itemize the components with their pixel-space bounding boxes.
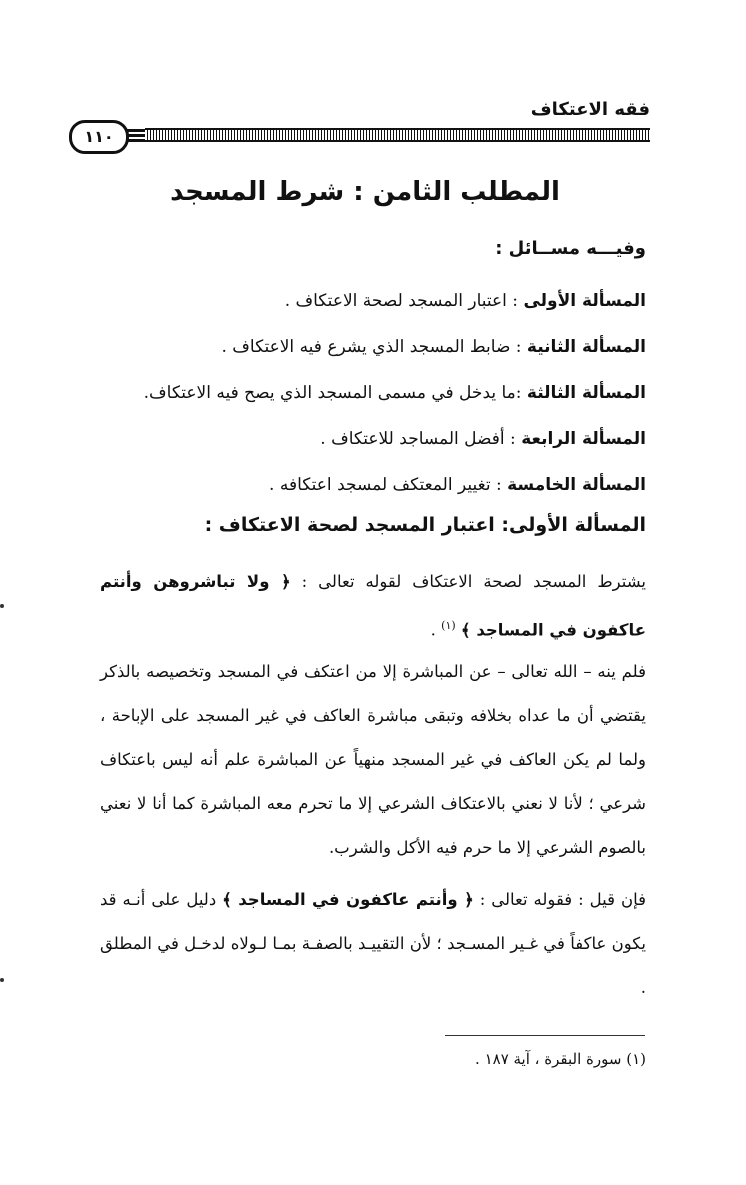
first-issue-heading [72,505,646,545]
paragraph-3-before: فإن قيل : فقوله تعالى : [473,890,646,909]
issue-label: المسألة الرابعة [521,429,646,449]
paragraph-3 [100,878,646,1010]
first-issue-label: المسألة الأولى [509,514,646,536]
footnote: (١) سورة البقرة ، آية ١٨٧ . [475,1050,646,1068]
scan-edge-mark [0,604,4,608]
issue-text: : ضابط المسجد الذي يشرع فيه الاعتكاف . [221,337,527,357]
footnote-reference[interactable]: (١) [441,619,456,632]
paragraph-1-after: . [430,620,442,640]
paragraph-1-before: يشترط المسجد لصحة الاعتكاف لقوله تعالى : [290,572,647,591]
section-heading: المطلب الثامن : شرط المسجد [170,177,560,207]
list-item [72,278,646,324]
issues-intro: وفيـــه مســائل : [495,238,646,259]
issues-list [72,278,646,508]
header-rule-end-bars [127,127,145,143]
paragraph-1 [100,560,646,653]
header-rule [75,128,650,142]
issue-label: المسألة الخامسة [507,475,646,495]
list-item [72,324,646,370]
list-item [72,370,646,416]
page-header [75,100,650,152]
paragraph-3-after: دليل على أنـه قد يكون عاكفاً في غـير المسـجد ؛ لأن التقييـد بالصفـة بمـا لـولاه لدخـل في المطلق . [100,890,646,997]
issue-label: المسألة الثالثة [526,383,646,403]
list-item [72,462,646,508]
issue-label: المسألة الأولى [523,291,646,311]
footnote-divider [445,1035,645,1036]
issue-text: : أفضل المساجد للاعتكاف . [320,429,522,449]
quran-verse: ﴿ وأنتم عاكفون في المساجد ﴾ [222,890,474,909]
paragraph-2: فلم ينه – الله تعالى – عن المباشرة إلا من اعتكف في المسجد وتخصيصه بالذكر يقتضي أن ما عداه بخلافه وتبقى مباشرة العاكف في غير المسجد على الإباحة ، ولما لم يكن العاكف في غير المسجد منهياً عن المباشرة علم أنه ليس باعتكاف شرعي ؛ لأنا لا نعني بالاعتكاف الشرعي إلا ما تحرم معه المباشرة كما أنا لا نعني بالصوم الشرعي إلا ما حرم فيه الأكل والشرب. [100,662,646,857]
list-item [72,416,646,462]
quran-verse: ﴿ ولا تباشروهن وأنتم عاكفون في المساجد ﴾ [100,572,646,640]
issue-label: المسألة الثانية [526,337,646,357]
scan-edge-mark [0,978,4,982]
issue-text: :ما يدخل في مسمى المسجد الذي يصح فيه الاعتكاف. [143,383,527,403]
issue-text: : اعتبار المسجد لصحة الاعتكاف . [284,291,524,311]
first-issue-title: : اعتبار المسجد لصحة الاعتكاف : [204,514,510,536]
page-number: ١١٠ [69,120,129,154]
running-title: فقه الاعتكاف [530,99,650,120]
issue-text: : تغيير المعتكف لمسجد اعتكافه . [269,475,508,495]
